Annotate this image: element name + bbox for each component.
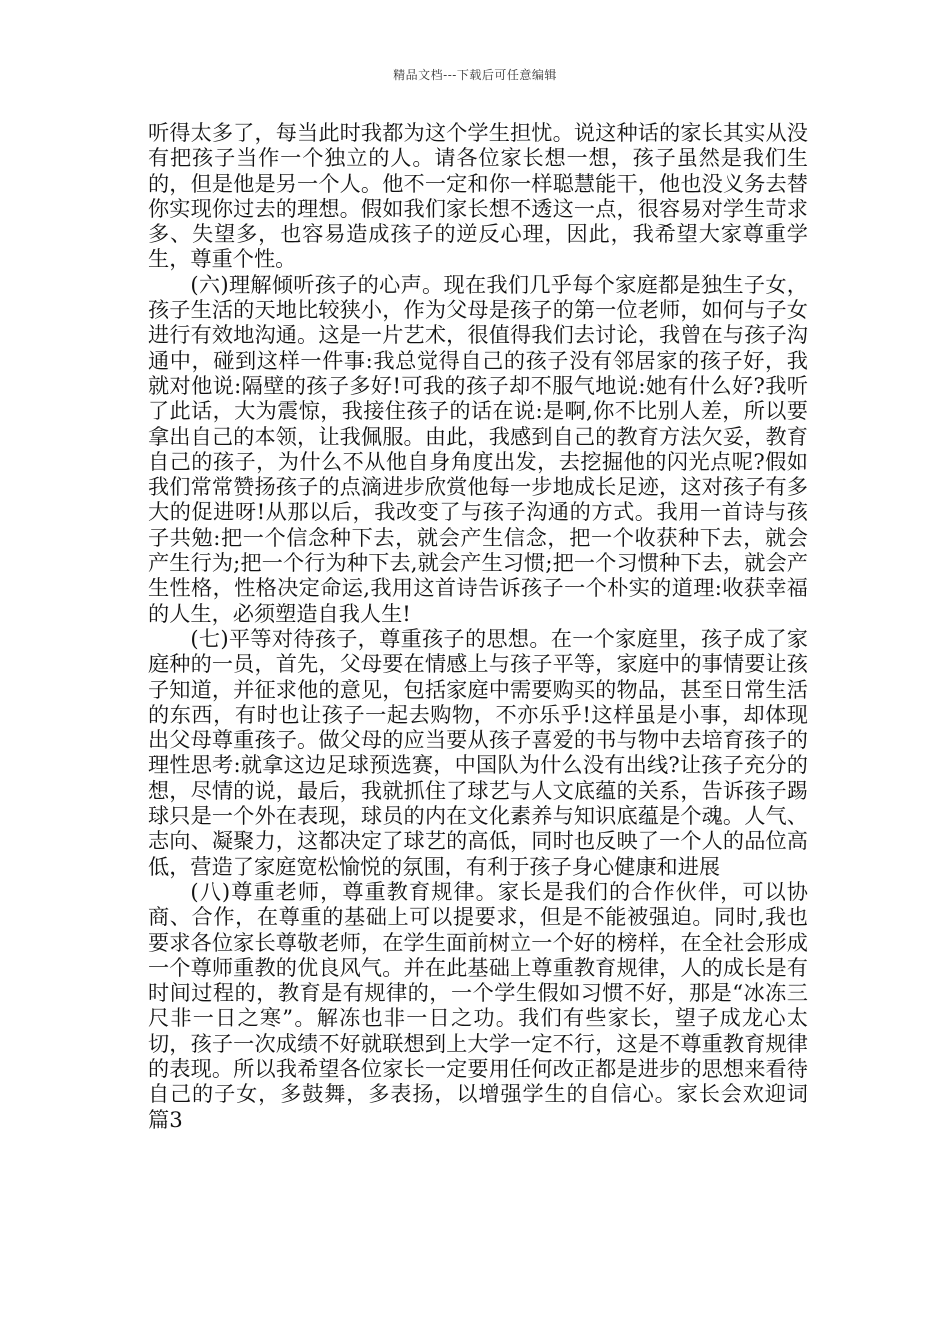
document-body	[148, 120, 808, 1132]
paragraph-section-8: (八)尊重老师，尊重教育规律。家长是我们的合作伙伴，可以协商、合作，在尊重的基础上可以提要求，但是不能被强迫。同时,我也要求各位家长尊敬老师，在学生面前树立一个好的榜样，在全社会形成一个尊师重教的优良风气。并在此基础上尊重教育规律，人的成长是有时间过程的，教育是有规律的，一个学生假如习惯不好，那是“冰冻三尺非一日之寒”。解冻也非一日之功。我们有些家长，望子成龙心太切，孩子一次成绩不好就联想到上大学一定不行，这是不尊重教育规律的表现。所以我希望各位家长一定要用任何改正都是进步的思想来看待自己的子女，多鼓舞，多表扬，以增强学生的自信心。家长会欢迎词 篇3	[148, 878, 808, 1132]
paragraph-continued: 听得太多了，每当此时我都为这个学生担忧。说这种话的家长其实从没有把孩子当作一个独立的人。请各位家长想一想，孩子虽然是我们生的，但是他是另一个人。他不一定和你一样聪慧能干，他也没义务去替你实现你过去的理想。假如我们家长想不透这一点，很容易对学生苛求多、失望多，也容易造成孩子的逆反心理，因此，我希望大家尊重学生，尊重个性。	[148, 120, 808, 272]
paragraph-section-6: (六)理解倾听孩子的心声。现在我们几乎每个家庭都是独生子女，孩子生活的天地比较狭小，作为父母是孩子的第一位老师，如何与子女进行有效地沟通。这是一片艺术，很值得我们去讨论，我曾在与孩子沟通中，碰到这样一件事:我总觉得自己的孩子没有邻居家的孩子好，我就对他说:隔壁的孩子多好!可我的孩子却不服气地说:她有什么好?我听了此话，大为震惊，我接住孩子的话在说:是啊,你不比别人差，所以要拿出自己的本领，让我佩服。由此，我感到自己的教育方法欠妥，教育自己的孩子，为什么不从他自身角度出发，去挖掘他的闪光点呢?假如我们常常赞扬孩子的点滴进步欣赏他每一步地成长足迹，这对孩子有多大的促进呀!从那以后，我改变了与孩子沟通的方式。我用一首诗与孩子共勉:把一个信念种下去，就会产生信念，把一个收获种下去，就会产生行为;把一个行为种下去,就会产生习惯;把一个习惯种下去，就会产生性格，性格决定命运,我用这首诗告诉孩子一个朴实的道理:收获幸福的人生，必须塑造自我人生!	[148, 271, 808, 626]
page-header: 精品文档---下载后可任意编辑	[393, 68, 557, 82]
paragraph-section-7: (七)平等对待孩子，尊重孩子的思想。在一个家庭里，孩子成了家庭种的一员，首先，父母要在情感上与孩子平等，家庭中的事情要让孩子知道，并征求他的意见，包括家庭中需要购买的物品，甚至日常生活的东西，有时也让孩子一起去购物，不亦乐乎!这样虽是小事，却体现出父母尊重孩子。做父母的应当要从孩子喜爱的书与物中去培育孩子的理性思考:就拿这边足球预选赛，中国队为什么没有出线?让孩子充分的想，尽情的说，最后，我就抓住了球艺与人文底蕴的关系，告诉孩子踢球只是一个外在表现，球员的内在文化素养与知识底蕴是个魂。人气、志向、凝聚力，这都决定了球艺的高低，同时也反映了一个人的品位高低，营造了家庭宽松愉悦的氛围，有利于孩子身心健康和进展	[148, 625, 808, 879]
